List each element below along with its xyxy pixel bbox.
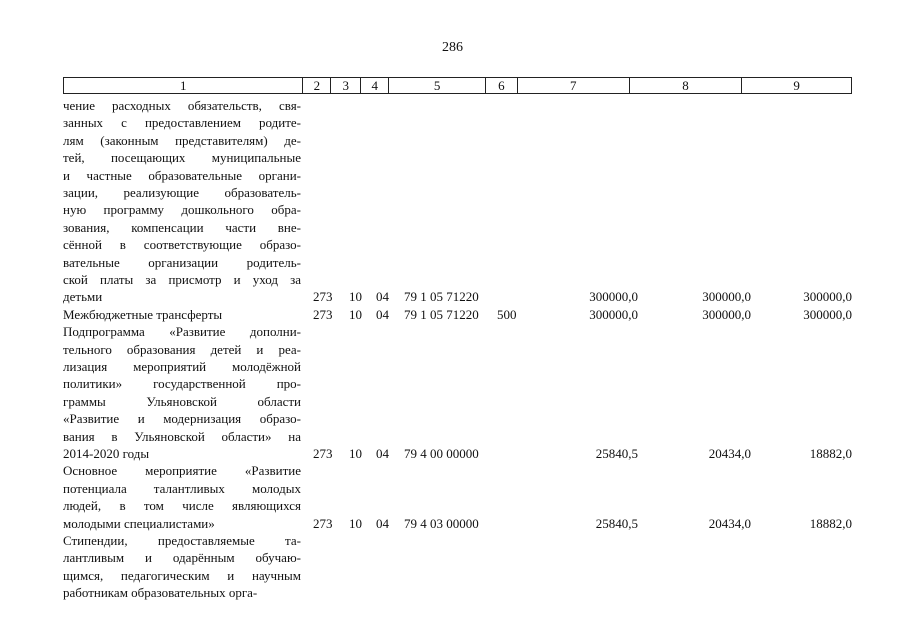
description-line: детьми — [63, 289, 103, 305]
cell-c9: 300000,0 — [803, 306, 852, 322]
cell-c5: 79 1 05 71220 — [404, 306, 479, 322]
description-line: граммы Ульяновской области — [63, 393, 301, 409]
table-row — [63, 306, 853, 323]
header-col-2: 2 — [303, 78, 331, 93]
description-line: тельного образования детей и реа- — [63, 341, 301, 357]
table-row — [63, 323, 853, 462]
description-line: тей, посещающих муниципальные — [63, 150, 301, 166]
cell-c3: 10 — [349, 445, 362, 461]
cell-c9: 18882,0 — [809, 515, 852, 531]
description-line: лизация мероприятий молодёжной — [63, 359, 301, 374]
table-header — [63, 77, 852, 94]
header-col-6: 6 — [486, 78, 518, 93]
description-line: Стипендии, предоставляемые та- — [63, 533, 301, 548]
cell-c7: 25840,5 — [595, 445, 638, 461]
description-line: занных с предоставлением родите- — [63, 115, 301, 131]
description-line: 2014-2020 годы — [63, 446, 150, 462]
cell-c3: 10 — [349, 289, 362, 305]
cell-c5: 79 4 03 00000 — [404, 515, 479, 531]
description-line: Основное мероприятие «Развитие — [63, 463, 301, 479]
cell-c8: 20434,0 — [708, 515, 751, 531]
row-description — [63, 306, 301, 323]
cell-c2: 273 — [313, 306, 333, 322]
header-col-9: 9 — [793, 78, 800, 93]
description-line: чение расходных обязательств, свя- — [63, 98, 301, 113]
cell-c8: 300000,0 — [702, 289, 751, 305]
header-col-3: 3 — [331, 78, 361, 93]
cell-c7: 300000,0 — [589, 289, 638, 305]
cell-c8: 300000,0 — [702, 306, 751, 322]
row-description — [63, 462, 301, 532]
description-line: вания в Ульяновской области» на — [63, 428, 301, 444]
description-line: зования, компенсации части вне- — [63, 219, 301, 235]
header-col-8: 8 — [630, 78, 743, 93]
cell-c9: 18882,0 — [809, 445, 852, 461]
description-line: сённой в соответствующие образо- — [63, 237, 301, 253]
description-line: и частные образовательные органи- — [63, 167, 301, 183]
cell-c5: 79 4 00 00000 — [404, 445, 479, 461]
row-description — [63, 532, 301, 602]
description-line: Подпрограмма «Развитие дополни- — [63, 324, 301, 340]
cell-c2: 273 — [313, 515, 333, 531]
description-line: вательные организации родитель- — [63, 254, 301, 270]
description-line: людей, в том числе являющихся — [63, 498, 301, 514]
cell-c6: 500 — [497, 306, 517, 322]
cell-c4: 04 — [376, 445, 389, 461]
cell-c3: 10 — [349, 515, 362, 531]
description-line: зации, реализующие образователь- — [63, 185, 301, 201]
description-line: лантливым и одарённым обучаю- — [63, 550, 301, 566]
row-description — [63, 97, 301, 306]
cell-c5: 79 1 05 71220 — [404, 289, 479, 305]
cell-c9: 300000,0 — [803, 289, 852, 305]
cell-c3: 10 — [349, 306, 362, 322]
cell-c7: 25840,5 — [595, 515, 638, 531]
page-number: 286 — [442, 40, 463, 55]
header-col-1: 1 — [64, 78, 303, 93]
cell-c7: 300000,0 — [589, 306, 638, 322]
cell-c8: 20434,0 — [708, 445, 751, 461]
description-line: щимся, педагогическим и научным — [63, 567, 301, 583]
cell-c2: 273 — [313, 289, 333, 305]
description-line: политики» государственной про- — [63, 376, 301, 392]
table-row — [63, 532, 853, 602]
table-row — [63, 97, 853, 306]
header-col-5: 5 — [389, 78, 486, 93]
description-line: ской платы за присмотр и уход за — [63, 272, 301, 288]
description-line: работникам образовательных орга- — [63, 585, 258, 601]
description-line: молодыми специалистами» — [63, 515, 215, 531]
row-description — [63, 323, 301, 462]
header-col-7: 7 — [518, 78, 630, 93]
table-row — [63, 462, 853, 532]
header-col-4: 4 — [361, 78, 389, 93]
description-line: лям (законным представителям) де- — [63, 132, 301, 148]
cell-c4: 04 — [376, 515, 389, 531]
description-line: ную программу дошкольного обра- — [63, 202, 301, 218]
cell-c4: 04 — [376, 306, 389, 322]
cell-c4: 04 — [376, 289, 389, 305]
description-line: потенциала талантливых молодых — [63, 480, 301, 496]
cell-c2: 273 — [313, 445, 333, 461]
description-line: Межбюджетные трансферты — [63, 306, 223, 322]
description-line: «Развитие и модернизация образо- — [63, 411, 301, 427]
